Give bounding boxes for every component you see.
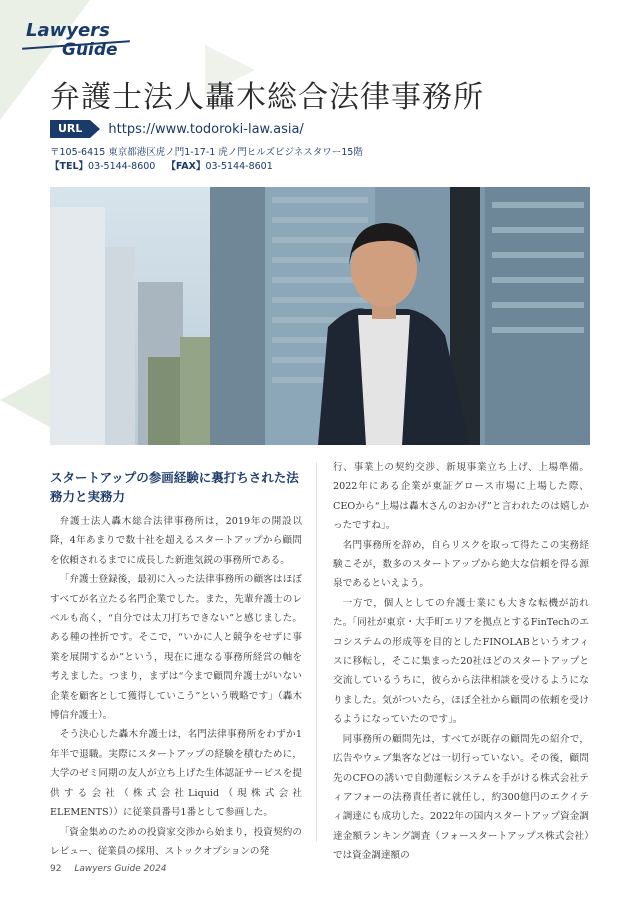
article-column-right: [333, 458, 589, 866]
logo-line-2: Guide: [62, 40, 118, 60]
paragraph: 弁護士法人轟木総合法律事務所は，2019年の開設以降，4年あまりで数十社を超えるスタートアップから顧問を依頼されるまでに成長した新進気鋭の事務所である。: [50, 516, 302, 566]
section-heading: スタートアップの参画経験に裏打ちされた法務力と実務力: [50, 470, 299, 504]
tel-label: 【TEL】: [50, 161, 89, 172]
lawyers-guide-logo: [22, 18, 142, 64]
paragraph: 「弁護士登録後，最初に入った法律事務所の顧客はほぼすべてが名立たる名門企業でした。また，先輩弁護士のレベルも高く，“自分では太刀打ちできない”と感じました。ある種の挫折です。そこで，“いかに人と競争をせずに事業を展開するか”という，現在に連なる事務所経営の軸を考えました。つまり，まずは“今まで顧問弁護士がいない企業を顧客として獲得していこう”という戦略です」（轟木博信弁護士）。: [50, 574, 302, 722]
paragraph: 名門事務所を辞め，自らリスクを取って得たこの実務経験こそが，数多のスタートアップから絶大な信頼を得る源泉であるといえよう。: [333, 539, 589, 590]
contact-line: [50, 158, 273, 172]
article-column-left: [50, 512, 302, 861]
paragraph: 一方で，個人としての弁護士業にも大きな転機が訪れた。「同社が東京・大手町エリアを拠点とするFinTechのエコシステムの形成等を目的としたFINOLABというオフィスに移転し，そこに集まった20社ほどのスタートアップと交流しているうちに，彼らから法律相談を受けるようになりました。気がついたら，ほぼ全社から顧問の依頼を受けるようになっていたのです」。: [333, 597, 589, 726]
logo-line-1: Lawyers: [26, 20, 110, 41]
url-row: [50, 120, 304, 138]
paragraph: 「資金集めのための投資家交渉から始まり，投資契約のレビュー、従業員の採用、ストックオプションの発: [50, 826, 302, 857]
page-number: 92: [50, 864, 62, 874]
fax-number: 03-5144-8601: [205, 161, 273, 172]
fax-label: 【FAX】: [166, 161, 206, 172]
url-badge: URL: [50, 120, 90, 138]
paragraph: そう決心した轟木弁護士は，名門法律事務所をわずか1年半で退職。実際にスタートアップの経験を積むために，大学のゼミ同期の友人が立ち上げた生体認証サービスを提供する会社（株式会社Liquid（現株式会社ELEMENTS））に従業員番号1番として参画した。: [50, 729, 302, 819]
decorative-triangle: [0, 370, 55, 430]
paragraph: 同事務所の顧問先は，すべてが既存の顧問先の紹介で，広告やウェブ集客などは一切行っていない。その後，顧問先のCFOの誘いで自動運転システムを手がける株式会社ティアフォーの法務責任者に就任し，約300億円のエクイティ調達にも成功した。2022年の国内スタートアップ資金調達金額ランキング調査（フォースタートアップス株式会社）では資金調達額の: [333, 733, 589, 862]
column-divider: [316, 462, 317, 842]
lawyer-portrait-photo: [50, 187, 590, 445]
paragraph: 行、事業上の契約交渉、新規事業立ち上げ、上場準備。2022年にある企業が東証グロース市場に上場した際、CEOから“上場は轟木さんのおかげ”と言われたのは嬉しかったですね」。: [333, 462, 589, 532]
firm-address: 〒105-6415 東京都港区虎ノ門1-17-1 虎ノ門ヒルズビジネスタワー15階: [50, 147, 363, 158]
tel-number: 03-5144-8600: [88, 161, 156, 172]
page-footer: [50, 864, 167, 874]
firm-name-title: 弁護士法人轟木総合法律事務所: [50, 80, 484, 115]
publication-name: Lawyers Guide 2024: [74, 864, 167, 874]
firm-url-link[interactable]: https://www.todoroki-law.asia/: [108, 121, 304, 137]
office-city-view-illustration: [50, 187, 590, 445]
